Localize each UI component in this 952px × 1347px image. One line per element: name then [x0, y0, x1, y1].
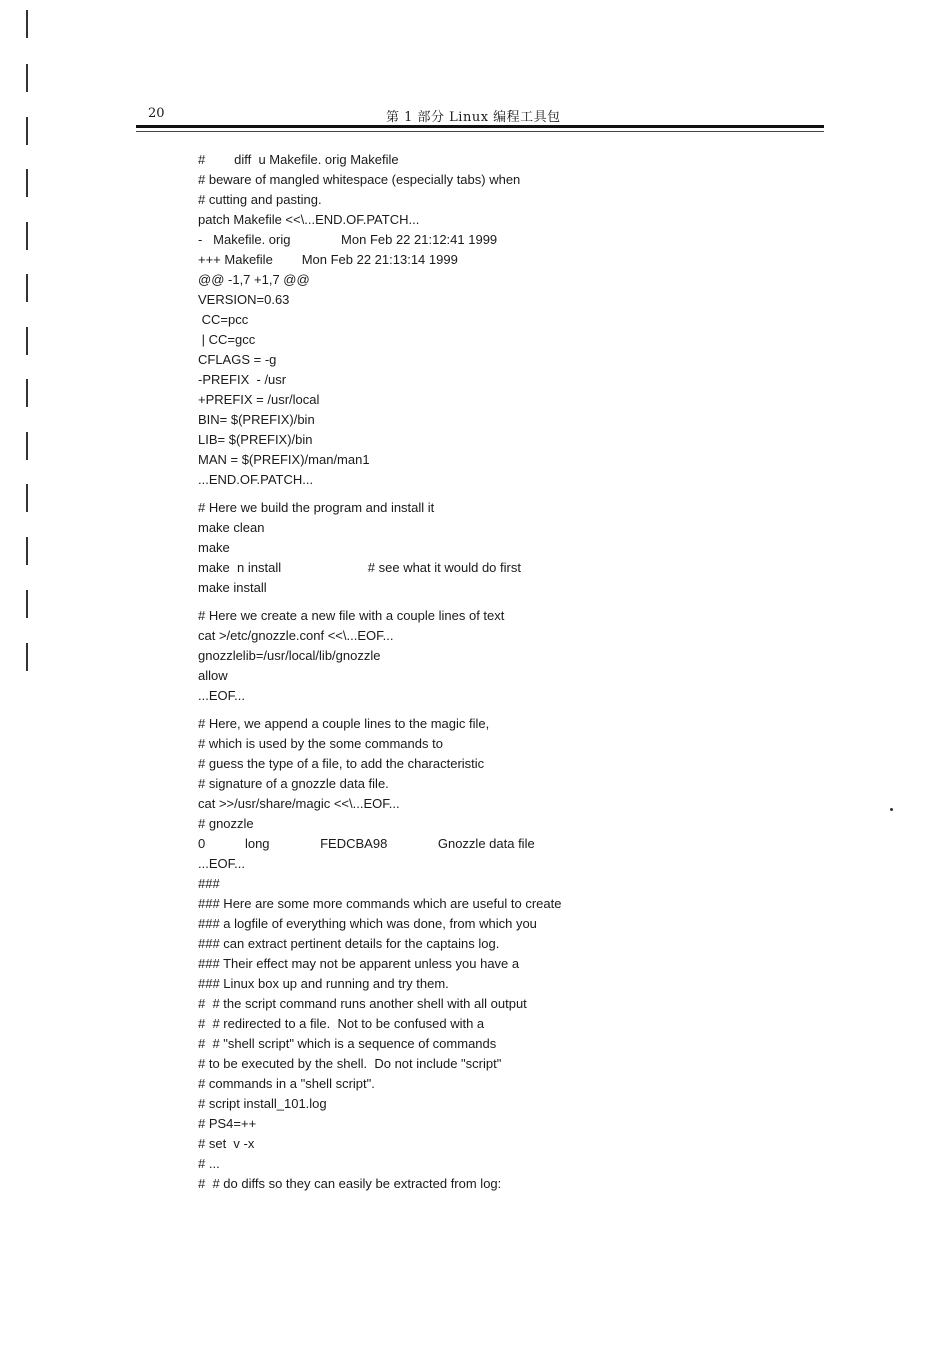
code-line: # Here, we append a couple lines to the magic file, — [198, 716, 490, 731]
code-listing — [198, 150, 798, 1194]
block-gap — [198, 706, 798, 714]
page-header — [136, 106, 824, 125]
margin-mark — [26, 643, 28, 671]
code-line: ...EOF... — [198, 856, 245, 871]
running-title: 第 1 部分 Linux 编程工具包 — [386, 110, 561, 125]
margin-mark — [26, 274, 28, 302]
code-line: # beware of mangled whitespace (especially tabs) when — [198, 172, 521, 187]
code-line: # # redirected to a file. Not to be confused with a — [198, 1016, 485, 1031]
code-line: # PS4=++ — [198, 1116, 257, 1131]
code-line: # to be executed by the shell. Do not include "script" — [198, 1056, 502, 1071]
code-line: -PREFIX - /usr — [198, 372, 287, 387]
code-line: # # do diffs so they can easily be extracted from log: — [198, 1176, 502, 1191]
margin-mark — [26, 379, 28, 407]
scan-speck — [890, 808, 893, 811]
code-line: # Here we create a new file with a couple lines of text — [198, 608, 505, 623]
code-line: ### can extract pertinent details for the captains log. — [198, 936, 500, 951]
code-line: # diff u Makefile. orig Makefile — [198, 152, 399, 167]
code-line: # # "shell script" which is a sequence of commands — [198, 1036, 497, 1051]
code-line: make install — [198, 580, 267, 595]
code-line: | CC=gcc — [198, 332, 256, 347]
code-line: # set v -x — [198, 1136, 255, 1151]
margin-mark — [26, 64, 28, 92]
code-line: ### a logfile of everything which was done, from which you — [198, 916, 537, 931]
margin-mark — [26, 169, 28, 197]
code-line: ### Their effect may not be apparent unless you have a — [198, 956, 520, 971]
code-line: # which is used by the some commands to — [198, 736, 443, 751]
code-line: ### Linux box up and running and try them. — [198, 976, 449, 991]
margin-mark — [26, 484, 28, 512]
code-line: # signature of a gnozzle data file. — [198, 776, 389, 791]
code-line: - Makefile. orig Mon Feb 22 21:12:41 1999 — [198, 232, 498, 247]
code-line: CC=pcc — [198, 312, 249, 327]
code-line: ### Here are some more commands which are useful to create — [198, 896, 562, 911]
code-line: gnozzlelib=/usr/local/lib/gnozzle — [198, 648, 381, 663]
code-line: patch Makefile <<\...END.OF.PATCH... — [198, 212, 420, 227]
code-line: cat >>/usr/share/magic <<\...EOF... — [198, 796, 400, 811]
margin-mark — [26, 590, 28, 618]
code-line: @@ -1,7 +1,7 @@ — [198, 272, 310, 287]
code-line: # script install_101.log — [198, 1096, 327, 1111]
code-line: make n install # see what it would do first — [198, 560, 521, 575]
margin-mark — [26, 327, 28, 355]
code-line: MAN = $(PREFIX)/man/man1 — [198, 452, 370, 467]
code-line: make clean — [198, 520, 265, 535]
margin-mark — [26, 432, 28, 460]
page-number: 20 — [148, 106, 165, 121]
code-line: CFLAGS = -g — [198, 352, 277, 367]
header-rule-thin — [136, 131, 824, 132]
code-line: VERSION=0.63 — [198, 292, 290, 307]
code-line: # gnozzle — [198, 816, 254, 831]
code-line: LIB= $(PREFIX)/bin — [198, 432, 313, 447]
margin-mark — [26, 222, 28, 250]
code-line: make — [198, 540, 230, 555]
code-line: # # the script command runs another shell with all output — [198, 996, 527, 1011]
block-gap — [198, 490, 798, 498]
margin-mark — [26, 10, 28, 38]
margin-mark — [26, 537, 28, 565]
code-line: ### — [198, 876, 220, 891]
code-line: allow — [198, 668, 228, 683]
code-line: # cutting and pasting. — [198, 192, 322, 207]
code-line: BIN= $(PREFIX)/bin — [198, 412, 315, 427]
code-line: +PREFIX = /usr/local — [198, 392, 320, 407]
code-line: # Here we build the program and install it — [198, 500, 435, 515]
code-line: # ... — [198, 1156, 220, 1171]
block-gap — [198, 598, 798, 606]
margin-mark — [26, 117, 28, 145]
code-line: ...END.OF.PATCH... — [198, 472, 314, 487]
code-line: # commands in a "shell script". — [198, 1076, 375, 1091]
code-line: cat >/etc/gnozzle.conf <<\...EOF... — [198, 628, 394, 643]
code-line: +++ Makefile Mon Feb 22 21:13:14 1999 — [198, 252, 458, 267]
code-line: ...EOF... — [198, 688, 245, 703]
code-line: 0 long FEDCBA98 Gnozzle data file — [198, 836, 535, 851]
code-line: # guess the type of a file, to add the characteristic — [198, 756, 485, 771]
header-rule-thick — [136, 125, 824, 128]
